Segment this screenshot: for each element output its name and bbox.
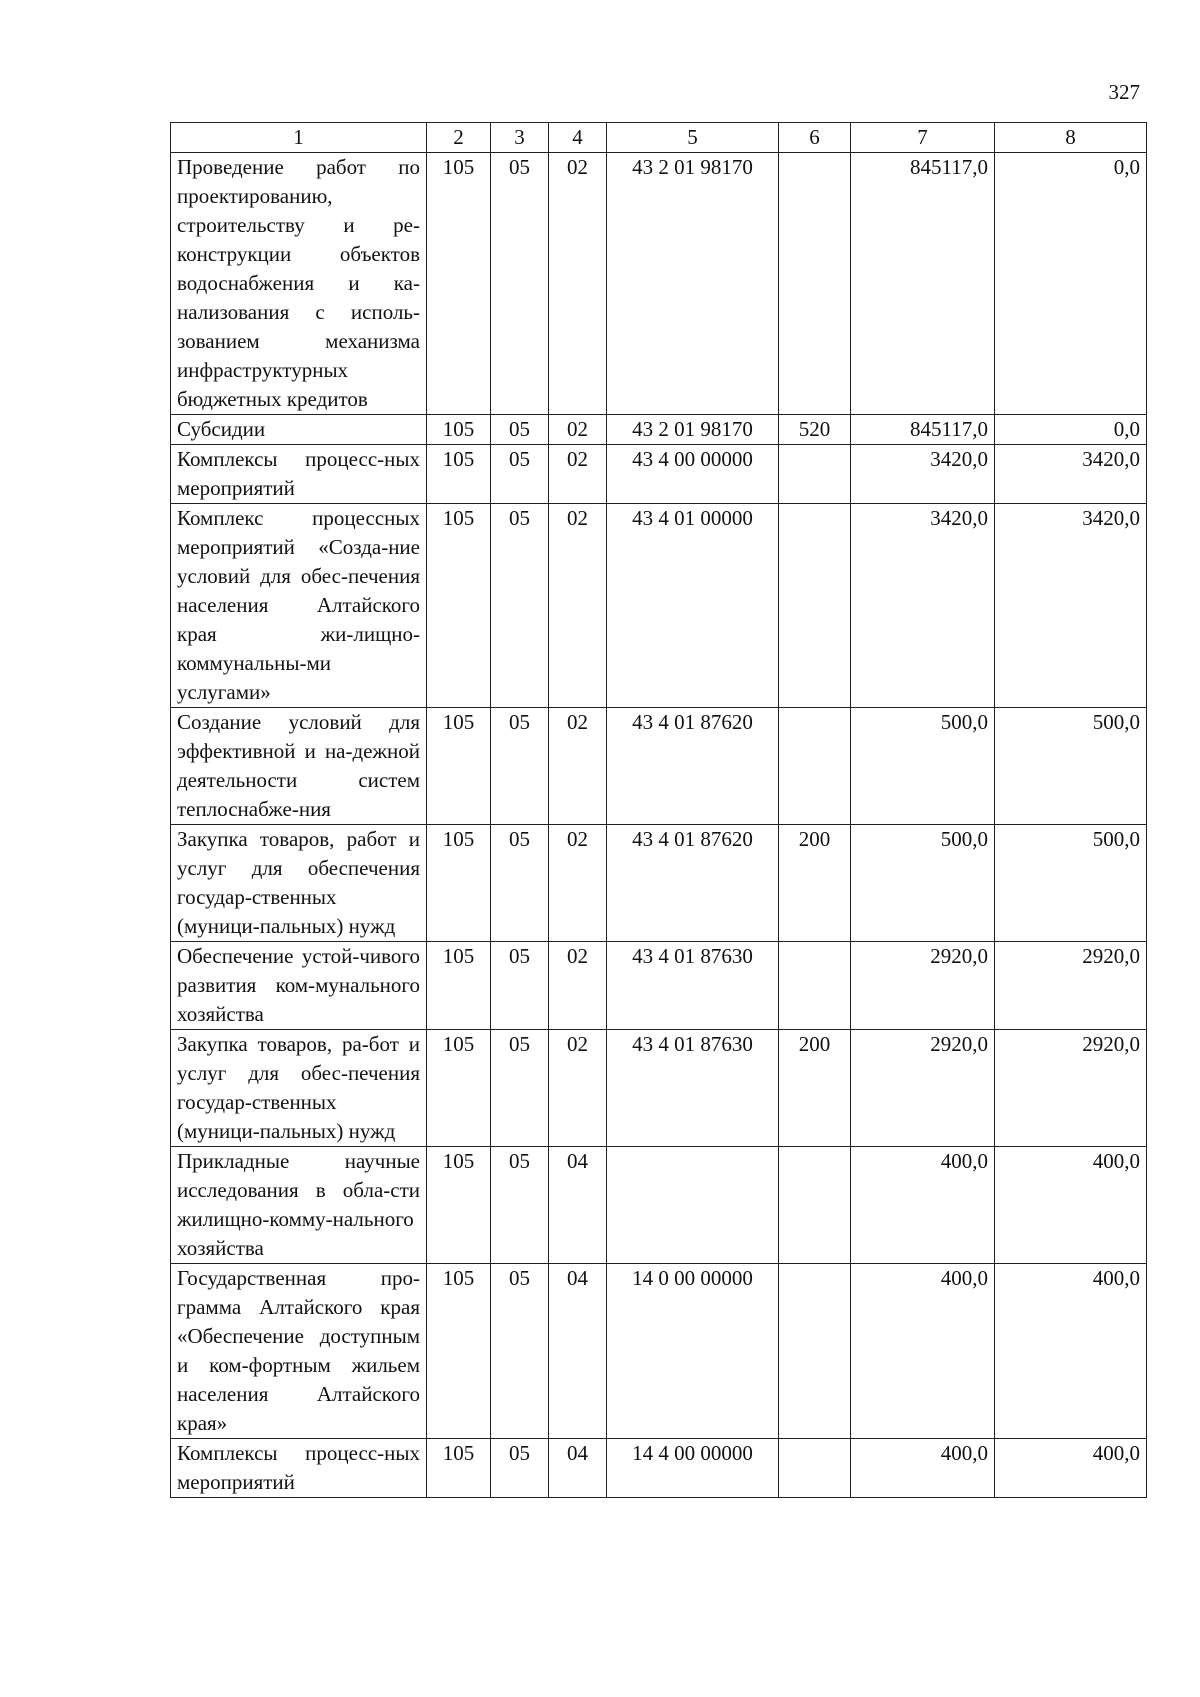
cell-target-code: 43 2 01 98170	[607, 153, 779, 415]
column-header: 3	[491, 123, 549, 153]
cell-target-code: 43 4 00 00000	[607, 445, 779, 504]
cell-amount-2: 3420,0	[995, 504, 1147, 708]
cell-amount-2: 400,0	[995, 1147, 1147, 1264]
cell-expense-type: 520	[779, 415, 851, 445]
cell-section: 05	[491, 825, 549, 942]
cell-amount-1: 500,0	[851, 708, 995, 825]
cell-target-code: 43 2 01 98170	[607, 415, 779, 445]
cell-expense-type	[779, 504, 851, 708]
table-row	[171, 1264, 1147, 1439]
table-row	[171, 415, 1147, 445]
cell-expense-type	[779, 708, 851, 825]
cell-target-code: 14 0 00 00000	[607, 1264, 779, 1439]
cell-amount-2: 400,0	[995, 1439, 1147, 1498]
cell-expense-type: 200	[779, 825, 851, 942]
table-row	[171, 942, 1147, 1030]
cell-subsection: 04	[549, 1264, 607, 1439]
cell-section: 05	[491, 1439, 549, 1498]
cell-subsection: 02	[549, 708, 607, 825]
table-row	[171, 1439, 1147, 1498]
cell-section: 05	[491, 1147, 549, 1264]
cell-amount-1: 2920,0	[851, 1030, 995, 1147]
column-header: 4	[549, 123, 607, 153]
cell-ministry: 105	[427, 1264, 491, 1439]
row-name: Комплексы процесс-ных мероприятий	[171, 445, 427, 504]
cell-amount-1: 3420,0	[851, 504, 995, 708]
table-row	[171, 445, 1147, 504]
cell-amount-1: 3420,0	[851, 445, 995, 504]
cell-subsection: 02	[549, 1030, 607, 1147]
cell-section: 05	[491, 445, 549, 504]
page-number: 327	[1108, 80, 1140, 104]
row-name: Закупка товаров, работ и услуг для обеспечения государ-ственных (муници-пальных) нужд	[171, 825, 427, 942]
column-header: 6	[779, 123, 851, 153]
cell-ministry: 105	[427, 942, 491, 1030]
cell-section: 05	[491, 415, 549, 445]
row-name: Субсидии	[171, 415, 427, 445]
cell-amount-1: 845117,0	[851, 415, 995, 445]
cell-ministry: 105	[427, 1147, 491, 1264]
cell-ministry: 105	[427, 1030, 491, 1147]
cell-amount-1: 400,0	[851, 1264, 995, 1439]
cell-amount-1: 845117,0	[851, 153, 995, 415]
column-header: 5	[607, 123, 779, 153]
cell-amount-2: 500,0	[995, 708, 1147, 825]
header-row	[171, 123, 1147, 153]
cell-amount-1: 500,0	[851, 825, 995, 942]
cell-amount-1: 400,0	[851, 1439, 995, 1498]
cell-ministry: 105	[427, 415, 491, 445]
cell-target-code	[607, 1147, 779, 1264]
cell-amount-1: 2920,0	[851, 942, 995, 1030]
cell-ministry: 105	[427, 504, 491, 708]
row-name: Комплекс процессных мероприятий «Созда-ние условий для обес-печения населения Алтайского края жи-лищно-коммунальны-ми услугами»	[171, 504, 427, 708]
cell-target-code: 43 4 01 87630	[607, 942, 779, 1030]
cell-subsection: 02	[549, 942, 607, 1030]
cell-expense-type	[779, 153, 851, 415]
column-header: 1	[171, 123, 427, 153]
cell-subsection: 04	[549, 1147, 607, 1264]
cell-expense-type	[779, 1439, 851, 1498]
column-header: 7	[851, 123, 995, 153]
row-name: Государственная про-грамма Алтайского края «Обеспечение доступным и ком-фортным жильем населения Алтайского края»	[171, 1264, 427, 1439]
cell-amount-2: 3420,0	[995, 445, 1147, 504]
table-row	[171, 504, 1147, 708]
cell-expense-type	[779, 445, 851, 504]
column-header: 2	[427, 123, 491, 153]
table-row	[171, 153, 1147, 415]
cell-section: 05	[491, 504, 549, 708]
cell-section: 05	[491, 942, 549, 1030]
cell-subsection: 02	[549, 415, 607, 445]
table-row	[171, 1030, 1147, 1147]
row-name: Обеспечение устой-чивого развития ком-мунального хозяйства	[171, 942, 427, 1030]
cell-amount-1: 400,0	[851, 1147, 995, 1264]
row-name: Комплексы процесс-ных мероприятий	[171, 1439, 427, 1498]
row-name: Закупка товаров, ра-бот и услуг для обес-печения государ-ственных (муници-пальных) нужд	[171, 1030, 427, 1147]
cell-section: 05	[491, 153, 549, 415]
table-row	[171, 1147, 1147, 1264]
cell-ministry: 105	[427, 445, 491, 504]
table-row	[171, 825, 1147, 942]
cell-section: 05	[491, 1264, 549, 1439]
cell-target-code: 43 4 01 87630	[607, 1030, 779, 1147]
cell-expense-type	[779, 1264, 851, 1439]
cell-ministry: 105	[427, 1439, 491, 1498]
cell-expense-type	[779, 1147, 851, 1264]
cell-ministry: 105	[427, 825, 491, 942]
cell-subsection: 02	[549, 445, 607, 504]
cell-section: 05	[491, 708, 549, 825]
row-name: Проведение работ по проектированию, строительству и ре-конструкции объектов водоснабжения и ка-нализования с исполь-зованием механизма инфраструктурных бюджетных кредитов	[171, 153, 427, 415]
cell-amount-2: 500,0	[995, 825, 1147, 942]
cell-amount-2: 400,0	[995, 1264, 1147, 1439]
row-name: Создание условий для эффективной и на-дежной деятельности систем теплоснабже-ния	[171, 708, 427, 825]
cell-target-code: 14 4 00 00000	[607, 1439, 779, 1498]
cell-target-code: 43 4 01 00000	[607, 504, 779, 708]
column-header: 8	[995, 123, 1147, 153]
cell-subsection: 04	[549, 1439, 607, 1498]
cell-amount-2: 0,0	[995, 153, 1147, 415]
cell-expense-type: 200	[779, 1030, 851, 1147]
cell-section: 05	[491, 1030, 549, 1147]
cell-subsection: 02	[549, 153, 607, 415]
row-name: Прикладные научные исследования в обла-сти жилищно-комму-нального хозяйства	[171, 1147, 427, 1264]
table-row	[171, 708, 1147, 825]
cell-ministry: 105	[427, 708, 491, 825]
cell-subsection: 02	[549, 504, 607, 708]
cell-amount-2: 0,0	[995, 415, 1147, 445]
cell-target-code: 43 4 01 87620	[607, 825, 779, 942]
cell-amount-2: 2920,0	[995, 942, 1147, 1030]
cell-expense-type	[779, 942, 851, 1030]
cell-subsection: 02	[549, 825, 607, 942]
cell-amount-2: 2920,0	[995, 1030, 1147, 1147]
budget-table	[170, 122, 1147, 1498]
cell-target-code: 43 4 01 87620	[607, 708, 779, 825]
cell-ministry: 105	[427, 153, 491, 415]
